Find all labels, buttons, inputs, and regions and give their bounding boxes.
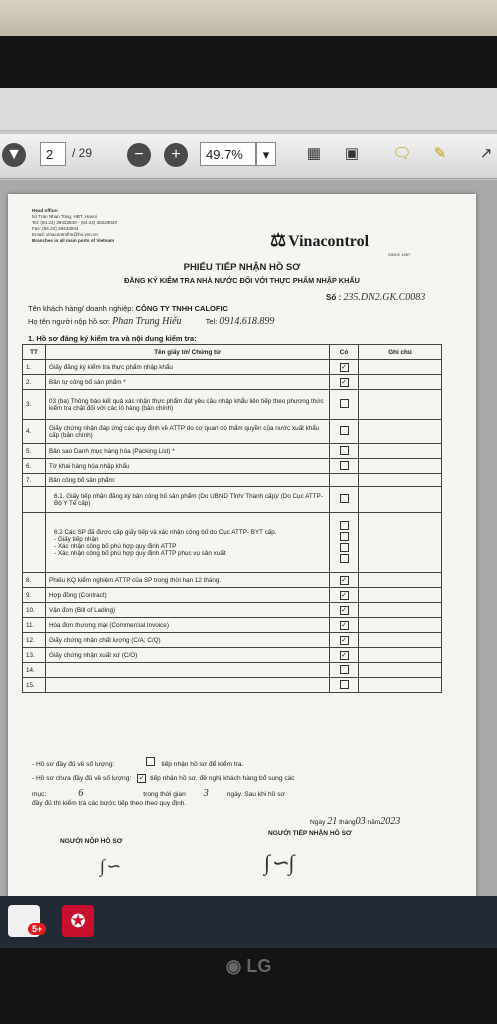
menu-bar: [0, 88, 497, 131]
receiver-signature: ∫∽∫: [264, 850, 295, 875]
table-row: [23, 459, 442, 474]
header-tt: TT: [23, 345, 46, 360]
row-number: 2.: [23, 375, 46, 390]
row-number: 12.: [23, 633, 46, 648]
table-row: [23, 390, 442, 420]
row-check-cell: [330, 663, 359, 678]
row-note: [359, 648, 442, 663]
year-label: năm: [367, 819, 381, 826]
row-number: 13.: [23, 648, 46, 663]
checkbox[interactable]: ✓: [341, 576, 347, 584]
header-line: Head office:: [32, 208, 59, 213]
checkbox[interactable]: [340, 461, 349, 470]
row-name: Giấy chứng nhận chất lượng (C/A; C/Q): [46, 633, 330, 648]
row-number: 7.: [23, 474, 46, 487]
header-line: Fax: (84.24) 39433844: [32, 226, 79, 231]
brand-text: LG: [246, 956, 272, 976]
submitter-value: Phan Trung Hiếu: [112, 316, 182, 327]
row-check-cell: [330, 487, 359, 513]
submitter-label: Họ tên người nộp hồ sơ:: [28, 317, 110, 326]
toolbar: [0, 134, 497, 179]
row-name: 6.1. Giấy tiếp nhận đăng ký bản công bố sản phẩm (Do UBND Tỉnh/ Thành cấp)/ (Do Cục ATTP- Bộ Y Tế cấp): [46, 487, 330, 513]
row-note: [359, 390, 442, 420]
form-number-label: Số :: [326, 293, 342, 302]
form-number-value: 235.DN2.GK.C0083: [343, 292, 426, 303]
table-row: [23, 588, 442, 603]
table-row: [23, 603, 442, 618]
year-value: 2023: [380, 816, 401, 827]
row-check-cell: [330, 633, 359, 648]
form-title: PHIẾU TIẾP NHẬN HỒ SƠ: [183, 262, 301, 273]
row-note: [359, 588, 442, 603]
checkbox[interactable]: [340, 521, 349, 530]
customer-label: Tên khách hàng/ doanh nghiệp:: [28, 304, 134, 313]
row-name: Bản sao Danh mục hàng hóa (Packing List) *: [46, 444, 330, 459]
header-ghichu: Ghi chú: [359, 345, 442, 360]
lg-logo: [0, 956, 497, 977]
checkbox[interactable]: ✓: [341, 651, 347, 659]
zoom-out-icon[interactable]: −: [127, 143, 151, 167]
row-name: Hóa đơn thương mại (Commercial Invoice): [46, 618, 330, 633]
row-number: [23, 487, 46, 513]
row-check-cell: [330, 588, 359, 603]
muc-label: mục:: [32, 791, 47, 798]
logo-text: Vinacontrol: [288, 233, 370, 250]
form-number: [326, 292, 425, 303]
table-row: [23, 360, 442, 375]
row-note: [359, 487, 442, 513]
table-row: [23, 420, 442, 444]
row-note: [359, 573, 442, 588]
zoom-dropdown-chevron-down-icon[interactable]: ▾: [256, 142, 276, 166]
tel-label: Tel:: [205, 317, 218, 326]
row-check-cell: [330, 678, 359, 693]
checkbox[interactable]: [340, 494, 349, 503]
row-name: Tờ khai hàng hóa nhập khẩu: [46, 459, 330, 474]
page-number-input[interactable]: 2: [40, 142, 66, 166]
row-note: [359, 603, 442, 618]
missing-line: [32, 774, 295, 783]
row-check-cell: [330, 390, 359, 420]
scale-icon: ⚖: [270, 230, 287, 250]
row-check-cell: [330, 648, 359, 663]
lg-circle-icon: ◉: [225, 956, 247, 976]
notification-badge: 5+: [28, 923, 46, 935]
row-name: Bản công bố sản phẩm:: [46, 474, 330, 487]
row-note: [359, 360, 442, 375]
monitor-bezel-top: [0, 36, 497, 88]
header-line: Branches in all main ports of Vietnam: [32, 238, 115, 243]
enough-line: [32, 757, 243, 768]
header-co: Có: [330, 345, 359, 360]
comment-icon[interactable]: 🗨: [392, 145, 412, 162]
row-note: [359, 663, 442, 678]
checkbox[interactable]: [340, 680, 349, 689]
table-row: [23, 487, 442, 513]
row-number: 5.: [23, 444, 46, 459]
row-note: [359, 513, 442, 573]
fit-width-icon[interactable]: ▣: [344, 145, 360, 162]
checkbox[interactable]: [340, 399, 349, 408]
subitem-lead: 6.2 Các SP đã được cấp giấy tiếp và xác nhận công bố do Cục ATTP- BYT cấp.: [54, 528, 277, 536]
logo-subtitle: SINCE 1957: [388, 252, 411, 257]
row-check-cell: [330, 603, 359, 618]
checkbox[interactable]: ✓: [341, 591, 347, 599]
row-note: [359, 678, 442, 693]
form-subtitle: ĐĂNG KÝ KIỂM TRA NHÀ NƯỚC ĐỐI VỚI THỰC PHẨM NHẬP KHẨU: [124, 276, 360, 285]
row-name: Bản tự công bố sản phẩm *: [46, 375, 330, 390]
pdf-reader-icon[interactable]: ✪: [62, 905, 94, 937]
tel-value: 0914.618.899: [219, 316, 275, 327]
table-header-row: [23, 345, 442, 360]
row-number: 14.: [23, 663, 46, 678]
row-name: Giấy chứng nhận xuất xứ (C/O): [46, 648, 330, 663]
time-label: trong thời gian: [143, 791, 186, 798]
chat-app-icon[interactable]: [8, 905, 43, 937]
row-number: 9.: [23, 588, 46, 603]
muc-value: 6: [78, 788, 84, 799]
checklist-table: [22, 344, 442, 693]
submitter-line: [28, 316, 274, 327]
row-note: [359, 444, 442, 459]
row-number: 6.: [23, 459, 46, 474]
customer-value: CÔNG TY TNHH CALOFIC: [135, 304, 228, 313]
table-row: [23, 573, 442, 588]
table-row: [23, 663, 442, 678]
enough-label: - Hồ sơ đầy đủ về số lượng:: [32, 761, 115, 768]
row-number: 1.: [23, 360, 46, 375]
row-name: [46, 663, 330, 678]
month-value: 03: [355, 816, 366, 827]
customer-line: [28, 304, 228, 313]
row-name: [46, 678, 330, 693]
date-line: [310, 816, 400, 827]
row-check-cell: [330, 513, 359, 573]
row-name: [46, 513, 330, 573]
checkbox[interactable]: [340, 532, 349, 541]
receiver-sign-label: NGƯỜI TIẾP NHẬN HỒ SƠ: [268, 830, 352, 837]
time-value: 3: [203, 788, 209, 799]
checkbox[interactable]: [340, 554, 349, 563]
row-number: 8.: [23, 573, 46, 588]
row-note: [359, 618, 442, 633]
row-number: 15.: [23, 678, 46, 693]
checkbox[interactable]: ✓: [341, 606, 347, 614]
table-row: [23, 513, 442, 573]
checkbox[interactable]: [340, 543, 349, 552]
row-note: [359, 420, 442, 444]
header-name: Tên giấy tờ/ Chứng từ: [46, 345, 330, 360]
table-row: [23, 618, 442, 633]
row-check-cell: [330, 444, 359, 459]
checkbox[interactable]: ✓: [341, 636, 347, 644]
checkbox[interactable]: [340, 446, 349, 455]
table-row: [23, 444, 442, 459]
missing-label: - Hồ sơ chưa đầy đủ về số lượng:: [32, 775, 132, 782]
header-line: 54 Tran Nhan Tong, HBT, Hanoi: [32, 214, 97, 219]
row-number: 10.: [23, 603, 46, 618]
row-check-cell: [330, 618, 359, 633]
checkbox[interactable]: [340, 426, 349, 435]
row-number: 4.: [23, 420, 46, 444]
row-name: Phiếu KQ kiểm nghiệm ATTP của SP trong thời hạn 12 tháng.: [46, 573, 330, 588]
subitem: - Xác nhận công bố phù hợp quy định ATTP phục vụ sản xuất: [54, 549, 226, 557]
row-note: [359, 633, 442, 648]
row-note: [359, 474, 442, 487]
expand-icon[interactable]: ↗: [479, 145, 493, 162]
row-name: Giấy chứng nhận đáp ứng các quy định về ATTP do cơ quan có thẩm quyền của nước xuất khẩu cấp (bản chính): [46, 420, 330, 444]
zoom-in-icon[interactable]: +: [164, 143, 188, 167]
company-header: [32, 208, 117, 244]
month-label: tháng: [339, 819, 356, 826]
row-check-cell: [330, 420, 359, 444]
checkbox[interactable]: [340, 665, 349, 674]
row-check-cell: [330, 360, 359, 375]
document-page: [8, 194, 476, 934]
row-number: [23, 513, 46, 573]
row-check-cell: [330, 474, 359, 487]
screen: [0, 88, 497, 948]
row-check-cell: [330, 375, 359, 390]
followup-line: đầy đủ thì kiểm tra các bước tiếp theo theo quy định.: [32, 800, 187, 807]
submitter-sign-label: NGƯỜI NỘP HỒ SƠ: [60, 838, 123, 845]
day-value: 21: [327, 816, 338, 827]
page-total: / 29: [72, 146, 93, 160]
table-row: [23, 633, 442, 648]
fit-page-icon[interactable]: ▦: [306, 145, 322, 162]
zoom-level-input[interactable]: 49.7%: [200, 142, 256, 166]
background-wall: [0, 0, 497, 36]
table-row: [23, 474, 442, 487]
checkbox[interactable]: ✓: [341, 363, 347, 371]
row-name: Vận đơn (Bill of Lading): [46, 603, 330, 618]
row-check-cell: [330, 573, 359, 588]
date-label: Ngày: [310, 819, 326, 826]
subitem: - Xác nhận công bố phù hợp quy định ATTP: [54, 542, 177, 550]
table-row: [23, 648, 442, 663]
row-name: Hợp đồng (Contract): [46, 588, 330, 603]
row-check-cell: [330, 459, 359, 474]
missing-option: tiếp nhận hồ sơ, đề nghị khách hàng bổ sung các: [150, 775, 295, 782]
subitem: - Giấy tiếp nhận: [54, 535, 99, 543]
row-number: 3.: [23, 390, 46, 420]
checkbox[interactable]: [146, 757, 155, 766]
table-row: [23, 678, 442, 693]
checkbox[interactable]: ✓: [341, 621, 347, 629]
table-row: [23, 375, 442, 390]
vinacontrol-logo: [270, 230, 369, 251]
submitter-signature: ∫∽: [100, 856, 121, 876]
enough-option: tiếp nhận hồ sơ để kiểm tra.: [161, 761, 244, 768]
muc-line: [32, 788, 285, 799]
row-number: 11.: [23, 618, 46, 633]
row-name: 03 (ba) Thông báo kết quả xác nhận thực phẩm đạt yêu cầu nhập khẩu liên tiếp theo phương thức kiểm tra chặt đối với các lô hàng (bản chính): [46, 390, 330, 420]
section-heading: 1. Hồ sơ đăng ký kiểm tra và nội dung kiểm tra:: [28, 334, 197, 343]
row-name: Giấy đăng ký kiểm tra thực phẩm nhập khẩu: [46, 360, 330, 375]
after-text: ngày. Sau khi hồ sơ: [226, 791, 285, 798]
header-line: Tel: (84.24) 39433840 - (84.24) 38226020: [32, 220, 118, 225]
header-line: Email: vinacontrolhn@hn.vnn.vn: [32, 232, 98, 237]
taskbar: [0, 896, 497, 948]
highlight-icon[interactable]: ✎: [433, 145, 447, 162]
document-viewport[interactable]: [0, 180, 497, 948]
page-down-icon[interactable]: ▼: [2, 143, 26, 167]
row-note: [359, 375, 442, 390]
monitor-bezel-bottom: [0, 948, 497, 1024]
checkbox[interactable]: ✓: [138, 775, 145, 782]
checkbox[interactable]: ✓: [341, 378, 347, 386]
row-note: [359, 459, 442, 474]
